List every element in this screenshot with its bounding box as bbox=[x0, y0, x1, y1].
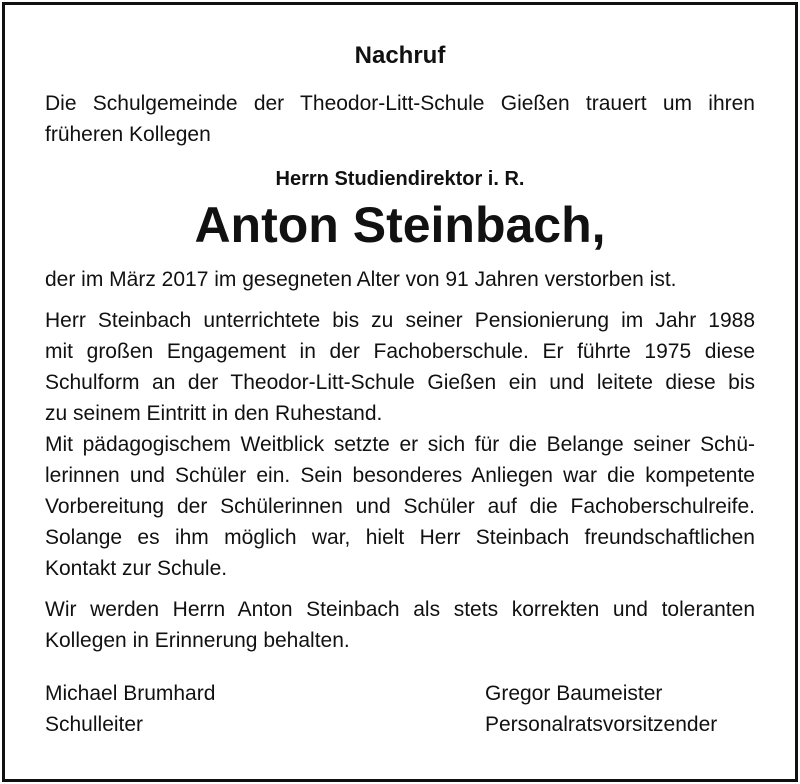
para2-line: Kontakt zur Schule. bbox=[45, 557, 228, 580]
death-line: der im März 2017 im gesegneten Alter von 91 Jahren verstorben ist. bbox=[45, 268, 677, 291]
obituary-content bbox=[45, 38, 755, 740]
signer-name: Gregor Baumeister bbox=[485, 682, 663, 705]
para2-line: lerinnen und Schüler ein. Sein besonderes Anliegen war die kompetente bbox=[45, 464, 755, 487]
signer-name: Michael Brumhard bbox=[45, 682, 216, 705]
intro-line: früheren Kollegen bbox=[45, 123, 211, 146]
para2-line: Solange es ihm möglich war, hielt Herr Steinbach freundschaftlichen bbox=[45, 526, 755, 549]
signature-left bbox=[45, 678, 485, 740]
signer-role: Personalratsvorsitzender bbox=[485, 713, 718, 736]
deceased-name: Anton Steinbach, bbox=[194, 197, 606, 253]
honorific: Herrn Studiendirektor i. R. bbox=[275, 168, 525, 190]
intro-line: Die Schulgemeinde der Theodor-Litt-Schule Gießen trauert um ihren bbox=[45, 92, 755, 115]
para1-line: Schulform an der Theodor-Litt-Schule Gießen ein und leitete diese bis bbox=[45, 371, 755, 394]
signature-right bbox=[485, 678, 755, 740]
para2-line: Vorbereitung der Schülerinnen und Schüler auf die Fachoberschulreife. bbox=[45, 495, 755, 518]
para1-line: mit großen Engagement in der Fachoberschule. Er führte 1975 diese bbox=[45, 340, 755, 363]
signer-role: Schulleiter bbox=[45, 713, 144, 736]
para2-line: Mit pädagogischem Weitblick setzte er sich für die Belange seiner Schü- bbox=[45, 433, 755, 456]
title: Nachruf bbox=[354, 42, 446, 69]
para3-line: Kollegen in Erinnerung behalten. bbox=[45, 629, 350, 652]
para1-line: Herr Steinbach unterrichtete bis zu seiner Pensionierung im Jahr 1988 bbox=[45, 309, 755, 332]
para1-line: zu seinem Eintritt in den Ruhestand. bbox=[45, 402, 383, 425]
para3-line: Wir werden Herrn Anton Steinbach als stets korrekten und toleranten bbox=[45, 598, 755, 621]
